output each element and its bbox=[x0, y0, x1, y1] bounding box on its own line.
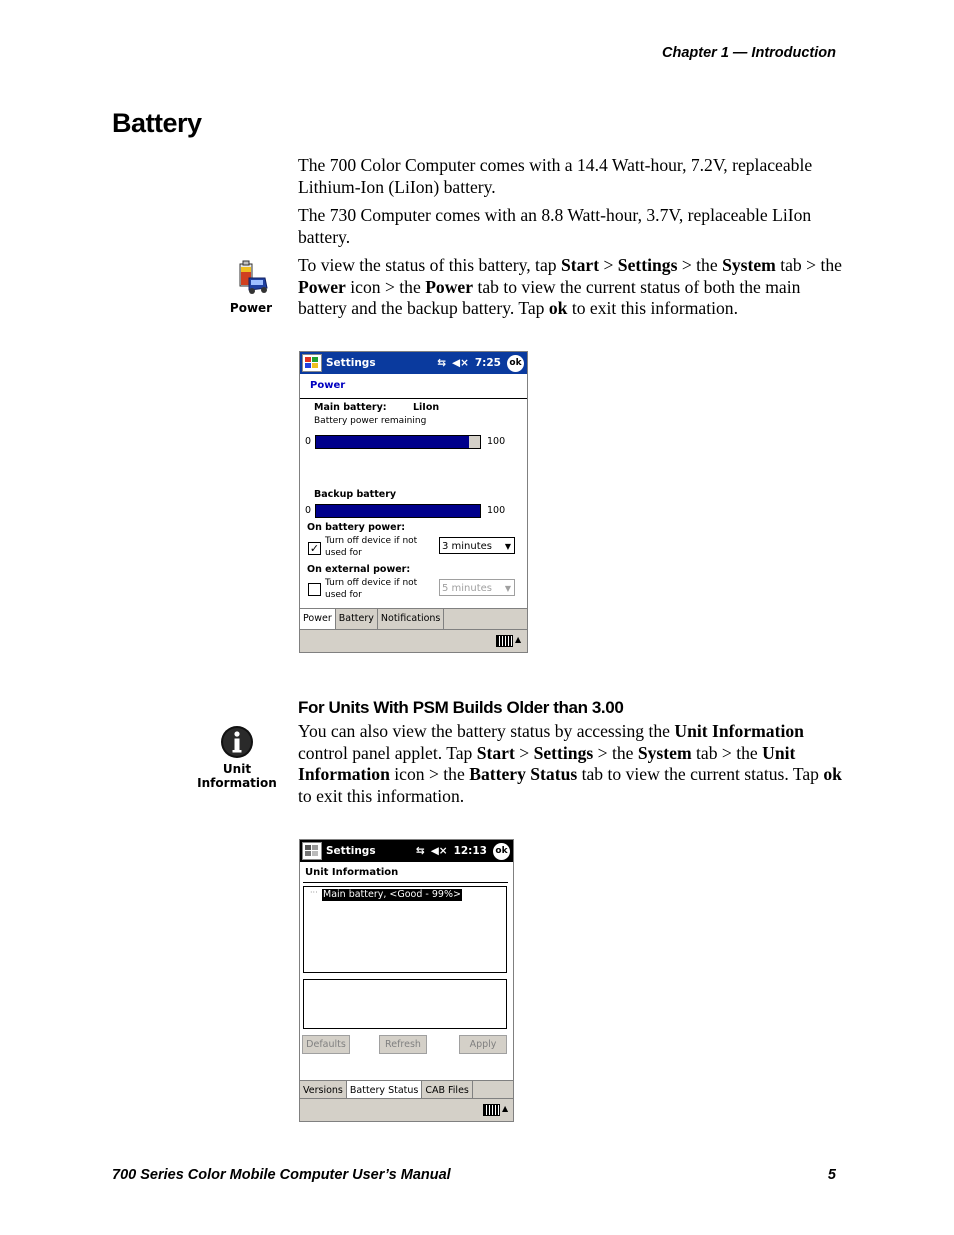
backup-min-label: 0 bbox=[305, 505, 312, 516]
main-battery-bar bbox=[315, 435, 481, 449]
sip-arrow-icon[interactable]: ▲ bbox=[502, 1104, 509, 1113]
clock-text: 12:13 bbox=[453, 845, 487, 857]
battery-turnoff-checkbox[interactable]: ✓ bbox=[309, 542, 320, 555]
tree-item-main-battery[interactable]: Main battery, <Good - 99%> bbox=[323, 889, 461, 900]
tab-power[interactable]: Power bbox=[300, 609, 336, 630]
windows-start-icon bbox=[302, 354, 322, 372]
unit-info-label-2: Information bbox=[197, 776, 277, 790]
menu-bar bbox=[300, 629, 527, 652]
tab-versions[interactable]: Versions bbox=[300, 1081, 347, 1102]
tab-strip bbox=[300, 608, 527, 630]
title-text: Settings bbox=[326, 845, 376, 857]
main-battery-fill bbox=[316, 436, 469, 448]
backup-battery-label: Backup battery bbox=[314, 489, 397, 500]
main-max-label: 100 bbox=[487, 436, 506, 447]
on-external-power-label: On external power: bbox=[307, 564, 411, 575]
unit-info-label-1: Unit bbox=[222, 762, 252, 776]
battery-turnoff-label-2: used for bbox=[325, 548, 362, 558]
paragraph-700-battery: The 700 Color Computer comes with a 14.4 Watt-hour, 7.2V, replaceable Lithium-Ion (LiIon) battery. bbox=[298, 155, 813, 197]
external-turnoff-checkbox[interactable] bbox=[308, 583, 321, 596]
keyboard-icon[interactable] bbox=[496, 635, 513, 647]
backup-max-label: 100 bbox=[487, 505, 506, 516]
power-battery-icon bbox=[231, 258, 271, 298]
backup-battery-bar bbox=[315, 504, 481, 518]
sip-arrow-icon[interactable]: ▲ bbox=[515, 635, 522, 644]
main-battery-label: Main battery: bbox=[314, 402, 387, 413]
battery-remaining-label: Battery power remaining bbox=[314, 416, 427, 426]
title-bar bbox=[300, 352, 527, 374]
external-timeout-value: 5 minutes bbox=[442, 583, 493, 594]
windows-start-icon bbox=[302, 842, 322, 860]
divider bbox=[303, 882, 508, 883]
speaker-icon: ◀× bbox=[430, 845, 448, 857]
page-subtitle: Unit Information bbox=[305, 867, 399, 878]
battery-tree-view[interactable] bbox=[303, 886, 507, 973]
external-turnoff-label-2: used for bbox=[325, 590, 362, 600]
battery-turnoff-label-1: Turn off device if not bbox=[325, 536, 418, 546]
external-turnoff-label-1: Turn off device if not bbox=[325, 578, 418, 588]
paragraph-730-battery: The 730 Computer comes with an 8.8 Watt-hour, 3.7V, replaceable LiIon battery. bbox=[298, 205, 812, 247]
tab-battery[interactable]: Battery bbox=[336, 609, 378, 630]
footer-manual-title: 700 Series Color Mobile Computer User’s Manual bbox=[112, 1167, 451, 1183]
keyboard-icon[interactable] bbox=[483, 1104, 500, 1116]
running-head: Chapter 1 — Introduction bbox=[662, 45, 836, 61]
page-subtitle: Power bbox=[310, 380, 346, 391]
paragraph-view-status: To view the status of this battery, tap Start > Settings > the System tab > the Power icon > the Power tab to view the current status of both the main battery and the backup battery. Tap ok to exit this information. bbox=[298, 255, 842, 318]
on-battery-power-label: On battery power: bbox=[307, 522, 406, 533]
info-icon bbox=[219, 724, 255, 760]
speaker-icon: ◀× bbox=[452, 357, 469, 369]
refresh-button[interactable]: Refresh bbox=[379, 1035, 427, 1054]
tree-connector-icon: ··· bbox=[310, 888, 318, 897]
tab-battery-status[interactable]: Battery Status bbox=[347, 1081, 422, 1102]
title-text: Settings bbox=[326, 357, 376, 369]
ok-button[interactable]: ok bbox=[507, 355, 524, 372]
paragraph-unit-information: You can also view the battery status by accessing the Unit Information control panel applet. Tap Start > Settings > the System tab > the Unit Information icon > the Battery Status tab to view the current status. Tap ok to exit this information. bbox=[298, 721, 842, 806]
battery-timeout-dropdown[interactable] bbox=[439, 537, 515, 554]
main-battery-type: LiIon bbox=[413, 402, 440, 413]
apply-button[interactable]: Apply bbox=[459, 1035, 507, 1054]
defaults-button[interactable]: Defaults bbox=[302, 1035, 350, 1054]
connectivity-icon: ⇆ bbox=[437, 357, 446, 369]
subsection-title: For Units With PSM Builds Older than 3.00 bbox=[298, 698, 624, 717]
clock-text: 7:25 bbox=[474, 357, 501, 369]
tab-notifications[interactable]: Notifications bbox=[378, 609, 444, 630]
ok-button[interactable]: ok bbox=[493, 843, 510, 860]
unit-info-icon-block bbox=[196, 724, 278, 790]
dropdown-arrow-icon: ▼ bbox=[504, 584, 511, 593]
details-box[interactable] bbox=[303, 979, 507, 1029]
title-bar bbox=[300, 840, 513, 862]
menu-bar bbox=[300, 1098, 513, 1121]
section-title: Battery bbox=[112, 108, 202, 138]
power-icon-block bbox=[226, 258, 276, 315]
tab-cab-files[interactable]: CAB Files bbox=[422, 1081, 473, 1102]
divider bbox=[300, 398, 527, 399]
dropdown-arrow-icon: ▼ bbox=[504, 542, 511, 551]
external-timeout-dropdown[interactable] bbox=[439, 579, 515, 596]
power-icon-label: Power bbox=[229, 301, 273, 315]
power-settings-screenshot bbox=[299, 351, 528, 653]
battery-timeout-value: 3 minutes bbox=[442, 541, 493, 552]
main-min-label: 0 bbox=[305, 436, 312, 447]
unit-info-screenshot bbox=[299, 839, 514, 1122]
page-number: 5 bbox=[827, 1167, 836, 1183]
connectivity-icon: ⇆ bbox=[415, 845, 425, 857]
backup-battery-fill bbox=[316, 505, 480, 517]
